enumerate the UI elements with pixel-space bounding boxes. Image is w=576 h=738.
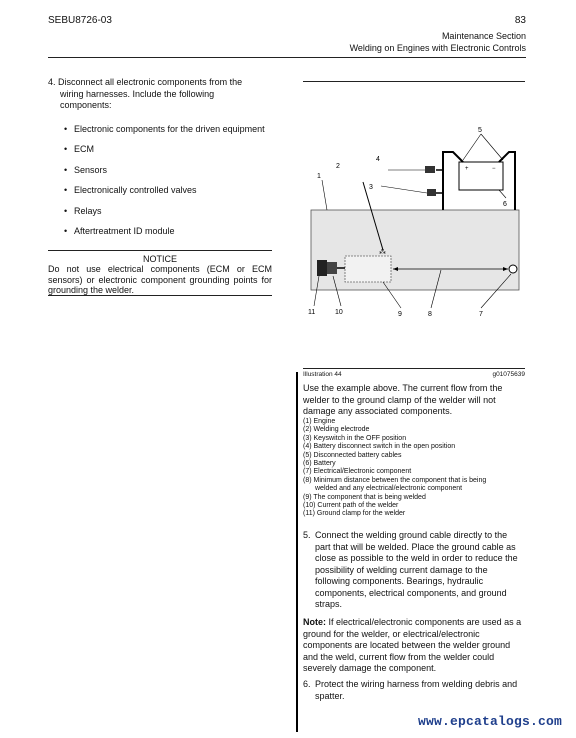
change-bar: [296, 372, 298, 732]
callout-11: 11: [308, 309, 316, 316]
notice-bottom-rule: [48, 295, 272, 296]
list-item: [64, 144, 272, 156]
callout-1: 1: [317, 173, 321, 180]
bullet-icon: •: [64, 144, 68, 154]
illustration-id: g01075639: [492, 371, 525, 378]
battery-disconnect-switch-icon: [425, 166, 435, 173]
bullet-icon: •: [64, 164, 68, 175]
callout-10: 10: [335, 309, 343, 316]
legend-item: (6) Battery: [303, 460, 336, 468]
list-item-label: Sensors: [74, 164, 108, 175]
legend-item: (4) Battery disconnect switch in the open position: [303, 443, 456, 451]
caption-rule: [303, 368, 525, 369]
step-6-number: 6.: [303, 679, 311, 689]
svg-text:⁂: ⁂: [379, 249, 386, 256]
ground-clamp-icon: [317, 260, 327, 276]
callout-2: 2: [336, 163, 340, 170]
bullet-icon: •: [64, 205, 68, 216]
legend-item: (10) Current path of the welder: [303, 502, 399, 510]
list-item: [64, 206, 272, 218]
section-title: Maintenance Section: [441, 31, 526, 41]
legend-item: (9) The component that is being welded: [303, 493, 426, 501]
page-number: 83: [514, 15, 526, 26]
illustration-top-rule: [303, 81, 525, 82]
step-4: [48, 77, 272, 247]
list-item: [64, 124, 272, 136]
callout-8: 8: [428, 311, 432, 318]
legend-item: (8) Minimum distance between the component that is being: [303, 476, 487, 484]
illustration-caption: Illustration 44: [303, 371, 342, 378]
notice-text: Do not use electrical components (ECM or ECM sensors) or electronic component grounding points for grounding the welder.: [48, 264, 272, 295]
list-item-label: Relays: [74, 205, 102, 216]
bullet-icon: •: [64, 226, 68, 236]
welding-illustration: [303, 122, 525, 322]
bullet-icon: •: [64, 185, 68, 195]
legend-item: (5) Disconnected battery cables: [303, 451, 402, 459]
callout-7: 7: [479, 311, 483, 318]
welded-component: [345, 256, 391, 282]
step-5: [303, 530, 525, 611]
note-label: Note:: [303, 617, 326, 627]
step-5-text: Connect the welding ground cable directly to the part that will be welded. Place the ground cable as close as possible to the weld in order to reduce the possibility of welding current damage to the following components. Bearings, hydraulic components, electrical components, and ground straps.: [315, 530, 518, 609]
component-list: [64, 124, 272, 238]
intro-paragraph: Use the example above. The current flow from the welder to the ground clamp of the welder will not damage any associated components.: [303, 383, 503, 416]
step-4-line-3: components:: [60, 100, 112, 110]
notice-top-rule: [48, 250, 272, 251]
step-6: [303, 679, 525, 702]
callout-4: 4: [376, 156, 380, 163]
callout-9: 9: [398, 311, 402, 318]
callout-5: 5: [478, 127, 482, 134]
list-item-label: Electronically controlled valves: [74, 185, 197, 195]
note-text: If electrical/electronic components are used as a ground for the welder, or electrical/electronic components are located between the welder ground and the weld, current flow from the welder could severely damage the component.: [303, 617, 522, 673]
electronic-component-icon: [509, 265, 517, 273]
list-item-label: Electronic components for the driven equipment: [74, 123, 265, 134]
keyswitch-icon: [427, 189, 436, 196]
document-number: SEBU8726-03: [48, 15, 112, 26]
legend-item: (11) Ground clamp for the welder: [303, 510, 406, 518]
notice-title: NOTICE: [142, 254, 177, 264]
step-4-line-2: wiring harnesses. Include the following: [60, 88, 215, 99]
legend-item: (3) Keyswitch in the OFF position: [303, 434, 407, 442]
subsection-title: Welding on Engines with Electronic Controls: [349, 43, 526, 53]
legend-item: welded and any electrical/electronic component: [315, 485, 463, 493]
list-item: [64, 165, 272, 177]
watermark-link[interactable]: www.epcatalogs.com: [417, 714, 562, 729]
callout-3: 3: [369, 184, 373, 191]
header-divider: [48, 57, 526, 58]
note: [303, 617, 525, 675]
list-item-label: Aftertreatment ID module: [74, 226, 175, 236]
step-6-text: Protect the wiring harness from welding debris and spatter.: [315, 679, 518, 701]
svg-text:+: +: [465, 166, 469, 172]
list-item: [64, 185, 272, 197]
callout-6: 6: [503, 201, 507, 208]
legend-item: (7) Electrical/Electronic component: [303, 468, 412, 476]
list-item: [64, 226, 272, 238]
step-4-line-1: 4. Disconnect all electronic components from the: [48, 77, 243, 87]
legend-item: (2) Welding electrode: [303, 426, 370, 434]
legend-item: (1) Engine: [303, 418, 336, 425]
bullet-icon: •: [64, 123, 68, 134]
step-5-number: 5.: [303, 530, 311, 540]
svg-text:−: −: [492, 166, 496, 172]
engine-block: [311, 210, 519, 290]
illustration-legend: [303, 418, 525, 519]
list-item-label: ECM: [74, 144, 94, 154]
